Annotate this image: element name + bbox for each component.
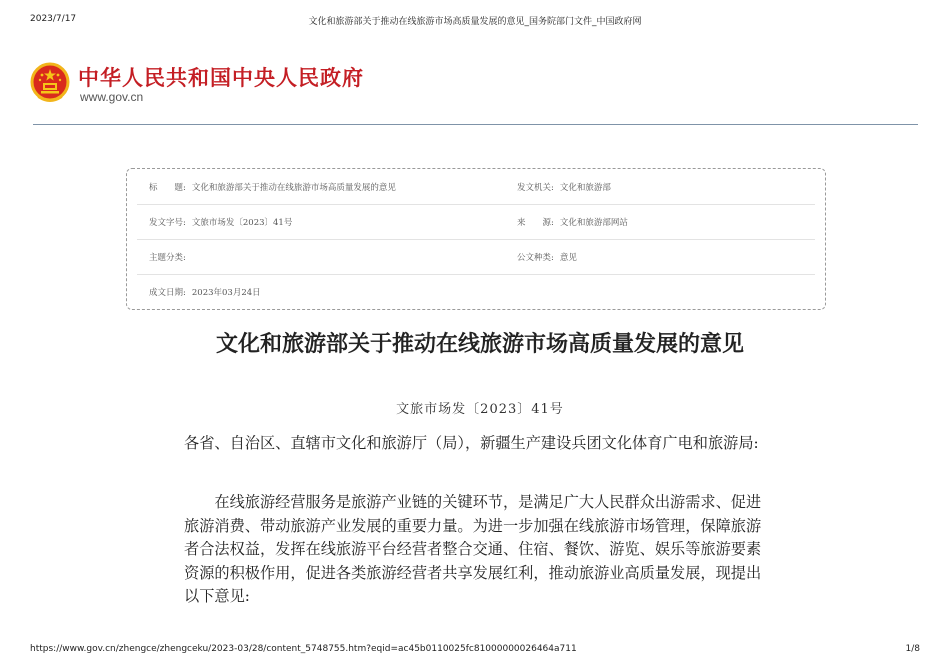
header-divider [33,124,918,125]
info-value: 文化和旅游部 [559,183,611,193]
site-name[interactable]: 中华人民共和国中央人民政府 [78,66,364,90]
info-row [137,274,815,310]
info-value: 2023年03月24日 [191,288,261,298]
info-value: 意见 [559,253,577,263]
info-label: 发文字号: [149,218,186,228]
print-url: https://www.gov.cn/zhengce/zhengceku/2023-03/28/content_5748755.htm?eqid=ac45b0110025fc81000000026464a711 [30,644,577,654]
site-url[interactable]: www.gov.cn [80,90,144,104]
info-row [137,239,815,275]
info-value: 文化和旅游部网站 [559,218,628,228]
info-label: 来 源: [517,218,554,228]
print-footer [30,644,920,658]
info-label: 主题分类: [149,253,186,263]
info-row [137,204,815,240]
site-header[interactable] [30,58,390,108]
print-page-title: 文化和旅游部关于推动在线旅游市场高质量发展的意见_国务院部门文件_中国政府网 [308,17,642,27]
page-number: 1/8 [905,644,920,654]
info-label: 成文日期: [149,288,186,298]
info-row [137,169,815,205]
document-number: 文旅市场发〔2023〕41号 [396,402,564,417]
print-header [30,14,920,28]
document-info-table [126,168,826,310]
intro-paragraph: 在线旅游经营服务是旅游产业链的关键环节，是满足广大人民群众出游需求、促进旅游消费、带动旅游产业发展的重要力量。为进一步加强在线旅游市场管理，保障旅游者合法权益，发挥在线旅游平台经营者整合交通、住宿、餐饮、游览、娱乐等旅游要素资源的积极作用，促进各类旅游经营者共享发展红利，推动旅游业高质量发展，现提出以下意见: [184,493,762,605]
national-emblem-icon [30,62,70,104]
info-label: 标 题: [149,183,186,193]
addressee-paragraph: 各省、自治区、直辖市文化和旅游厅（局），新疆生产建设兵团文化体育广电和旅游局: [184,434,759,452]
document-title: 文化和旅游部关于推动在线旅游市场高质量发展的意见 [215,331,744,357]
print-date: 2023/7/17 [30,14,77,24]
info-value: 文化和旅游部关于推动在线旅游市场高质量发展的意见 [191,183,396,193]
info-label: 公文种类: [517,253,554,263]
info-value: 文旅市场发〔2023〕41号 [191,218,293,228]
info-label: 发文机关: [517,183,554,193]
